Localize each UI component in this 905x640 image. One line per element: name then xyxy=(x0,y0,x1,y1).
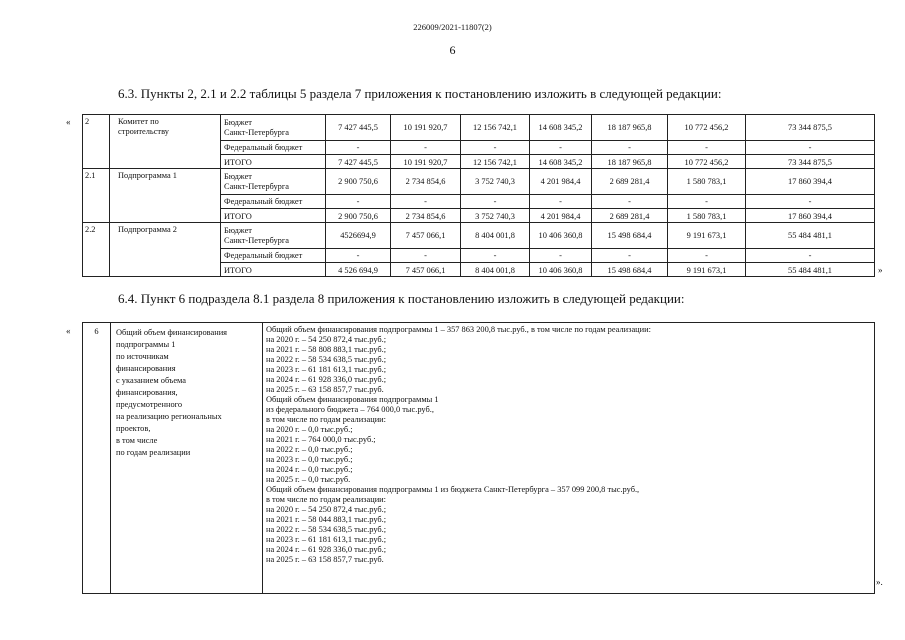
value-cell: 4526694,9 xyxy=(326,223,391,249)
content-line: на 2023 г. – 61 181 613,1 тыс.руб.; xyxy=(266,535,387,544)
row-number: 2.1 xyxy=(83,169,110,223)
title-line: с указанием объема xyxy=(116,376,187,385)
content-line: на 2020 г. – 54 250 872,4 тыс.руб.; xyxy=(266,505,387,514)
source-label: Федеральный бюджет xyxy=(221,141,326,155)
value-cell: 3 752 740,3 xyxy=(461,169,530,195)
value-cell: - xyxy=(746,195,875,209)
source-label: Федеральный бюджет xyxy=(221,195,326,209)
passport-row-content xyxy=(263,323,875,594)
value-cell: 12 156 742,1 xyxy=(461,115,530,141)
value-cell: - xyxy=(326,141,391,155)
content-line: на 2025 г. – 0,0 тыс.руб. xyxy=(266,475,351,484)
content-line: на 2021 г. – 58 808 883,1 тыс.руб.; xyxy=(266,345,387,354)
value-cell: 2 689 281,4 xyxy=(592,209,668,223)
value-cell: - xyxy=(668,195,746,209)
value-cell: 10 406 360,8 xyxy=(530,223,592,249)
value-cell: - xyxy=(391,249,461,263)
title-line: финансирования xyxy=(116,364,176,373)
value-cell: 2 689 281,4 xyxy=(592,169,668,195)
source-label: Федеральный бюджет xyxy=(221,249,326,263)
content-line: на 2021 г. – 764 000,0 тыс.руб.; xyxy=(266,435,376,444)
value-cell: 10 772 456,2 xyxy=(668,155,746,169)
content-line: на 2023 г. – 61 181 613,1 тыс.руб.; xyxy=(266,365,387,374)
row-number: 2.2 xyxy=(83,223,110,277)
value-cell: 7 457 066,1 xyxy=(391,223,461,249)
table-row-budget-spb xyxy=(83,169,875,195)
row-name: Комитет по строительству xyxy=(110,115,221,169)
content-line: на 2025 г. – 63 158 857,7 тыс.руб. xyxy=(266,555,384,564)
content-line: на 2025 г. – 63 158 857,7 тыс.руб. xyxy=(266,385,384,394)
value-cell: 14 608 345,2 xyxy=(530,155,592,169)
content-line: на 2020 г. – 0,0 тыс.руб.; xyxy=(266,425,353,434)
value-cell: 7 427 445,5 xyxy=(326,155,391,169)
value-cell: 8 404 001,8 xyxy=(461,223,530,249)
title-line: финансирования, xyxy=(116,388,178,397)
value-cell: - xyxy=(530,141,592,155)
section-6-3-heading: 6.3. Пункты 2, 2.1 и 2.2 таблицы 5 раздела 7 приложения к постановлению изложить в следующей редакции: xyxy=(118,86,722,101)
row-name: Подпрограмма 2 xyxy=(110,223,221,277)
content-line: на 2022 г. – 58 534 638,5 тыс.руб.; xyxy=(266,525,387,534)
value-cell: 73 344 875,5 xyxy=(746,115,875,141)
value-cell: - xyxy=(746,141,875,155)
passport-row-title xyxy=(111,323,263,594)
source-label: ИТОГО xyxy=(221,263,326,277)
table1-close-quote: » xyxy=(878,265,883,275)
value-cell: 15 498 684,4 xyxy=(592,223,668,249)
value-cell: - xyxy=(326,195,391,209)
value-cell: 7 457 066,1 xyxy=(391,263,461,277)
value-cell: 2 900 750,6 xyxy=(326,209,391,223)
value-cell: 17 860 394,4 xyxy=(746,209,875,223)
financing-table xyxy=(82,114,875,277)
value-cell: 14 608 345,2 xyxy=(530,115,592,141)
content-line: на 2020 г. – 54 250 872,4 тыс.руб.; xyxy=(266,335,387,344)
content-line: в том числе по годам реализации: xyxy=(266,415,386,424)
content-line: на 2024 г. – 0,0 тыс.руб.; xyxy=(266,465,353,474)
value-cell: 2 900 750,6 xyxy=(326,169,391,195)
content-line: на 2024 г. – 61 928 336,0 тыс.руб.; xyxy=(266,375,387,384)
source-label: Бюджет Санкт-Петербурга xyxy=(221,169,326,195)
content-line: из федерального бюджета – 764 000,0 тыс.руб., xyxy=(266,405,434,414)
table2-close-quote: ». xyxy=(876,577,883,587)
content-line: на 2022 г. – 0,0 тыс.руб.; xyxy=(266,445,353,454)
value-cell: - xyxy=(326,249,391,263)
value-cell: 2 734 854,6 xyxy=(391,169,461,195)
value-cell: 9 191 673,1 xyxy=(668,223,746,249)
value-cell: 15 498 684,4 xyxy=(592,263,668,277)
value-cell: 7 427 445,5 xyxy=(326,115,391,141)
content-line: на 2024 г. – 61 928 336,0 тыс.руб.; xyxy=(266,545,387,554)
passport-row-number xyxy=(83,323,111,594)
table2-open-quote: « xyxy=(66,326,71,336)
row-name: Подпрограмма 1 xyxy=(110,169,221,223)
source-label: Бюджет Санкт-Петербурга xyxy=(221,223,326,249)
section-6-4-heading: 6.4. Пункт 6 подраздела 8.1 раздела 8 приложения к постановлению изложить в следующей редакции: xyxy=(118,291,685,306)
passport-table xyxy=(82,322,875,594)
title-line: Общий объем финансирования xyxy=(116,328,228,337)
value-cell: - xyxy=(461,195,530,209)
title-line: по годам реализации xyxy=(116,448,191,457)
source-label: ИТОГО xyxy=(221,209,326,223)
value-cell: - xyxy=(592,141,668,155)
title-line: подпрограммы 1 xyxy=(116,340,176,349)
title-line: проектов, xyxy=(116,424,151,433)
table1-open-quote: « xyxy=(66,117,71,127)
value-cell: - xyxy=(391,195,461,209)
content-line: на 2023 г. – 0,0 тыс.руб.; xyxy=(266,455,353,464)
passport-row xyxy=(83,323,875,594)
value-cell: 3 752 740,3 xyxy=(461,209,530,223)
value-cell: - xyxy=(592,195,668,209)
value-cell: - xyxy=(530,249,592,263)
title-line: в том числе xyxy=(116,436,158,445)
content-line: Общий объем финансирования подпрограммы 1 из бюджета Санкт-Петербурга – 357 099 200,8 тыс.руб., xyxy=(266,485,640,494)
value-cell: - xyxy=(668,141,746,155)
value-cell: 17 860 394,4 xyxy=(746,169,875,195)
value-cell: 12 156 742,1 xyxy=(461,155,530,169)
value-cell: - xyxy=(592,249,668,263)
value-cell: 55 484 481,1 xyxy=(746,263,875,277)
value-cell: 8 404 001,8 xyxy=(461,263,530,277)
content-line: на 2021 г. – 58 044 883,1 тыс.руб.; xyxy=(266,515,387,524)
value-cell: 9 191 673,1 xyxy=(668,263,746,277)
value-cell: - xyxy=(668,249,746,263)
value-cell: 4 526 694,9 xyxy=(326,263,391,277)
content-line: в том числе по годам реализации: xyxy=(266,495,386,504)
source-label: ИТОГО xyxy=(221,155,326,169)
value-cell: - xyxy=(746,249,875,263)
value-cell: - xyxy=(391,141,461,155)
document-number: 226009/2021-11807(2) xyxy=(413,22,492,32)
value-cell: 10 406 360,8 xyxy=(530,263,592,277)
value-cell: - xyxy=(530,195,592,209)
content-line: Общий объем финансирования подпрограммы 1 xyxy=(266,395,439,404)
title-line: на реализацию региональных xyxy=(116,412,222,421)
value-cell: 4 201 984,4 xyxy=(530,169,592,195)
value-cell: 55 484 481,1 xyxy=(746,223,875,249)
value-cell: 1 580 783,1 xyxy=(668,169,746,195)
value-cell: 10 191 920,7 xyxy=(391,155,461,169)
value-cell: 10 772 456,2 xyxy=(668,115,746,141)
passport-row-number-text: 6 xyxy=(94,327,99,336)
value-cell: 73 344 875,5 xyxy=(746,155,875,169)
page-number: 6 xyxy=(449,43,456,57)
title-line: по источникам xyxy=(116,352,169,361)
value-cell: - xyxy=(461,141,530,155)
value-cell: - xyxy=(461,249,530,263)
table-row-budget-spb xyxy=(83,223,875,249)
value-cell: 18 187 965,8 xyxy=(592,115,668,141)
value-cell: 1 580 783,1 xyxy=(668,209,746,223)
passport-content-lines xyxy=(266,325,871,565)
row-number: 2 xyxy=(83,115,110,169)
value-cell: 18 187 965,8 xyxy=(592,155,668,169)
table-row-budget-spb xyxy=(83,115,875,141)
value-cell: 2 734 854,6 xyxy=(391,209,461,223)
content-line: на 2022 г. – 58 534 638,5 тыс.руб.; xyxy=(266,355,387,364)
value-cell: 10 191 920,7 xyxy=(391,115,461,141)
passport-title-lines xyxy=(116,327,259,459)
content-line: Общий объем финансирования подпрограммы 1 – 357 863 200,8 тыс.руб., в том числе по годам реализации: xyxy=(266,325,651,334)
source-label: Бюджет Санкт-Петербурга xyxy=(221,115,326,141)
title-line: предусмотренного xyxy=(116,400,183,409)
value-cell: 4 201 984,4 xyxy=(530,209,592,223)
